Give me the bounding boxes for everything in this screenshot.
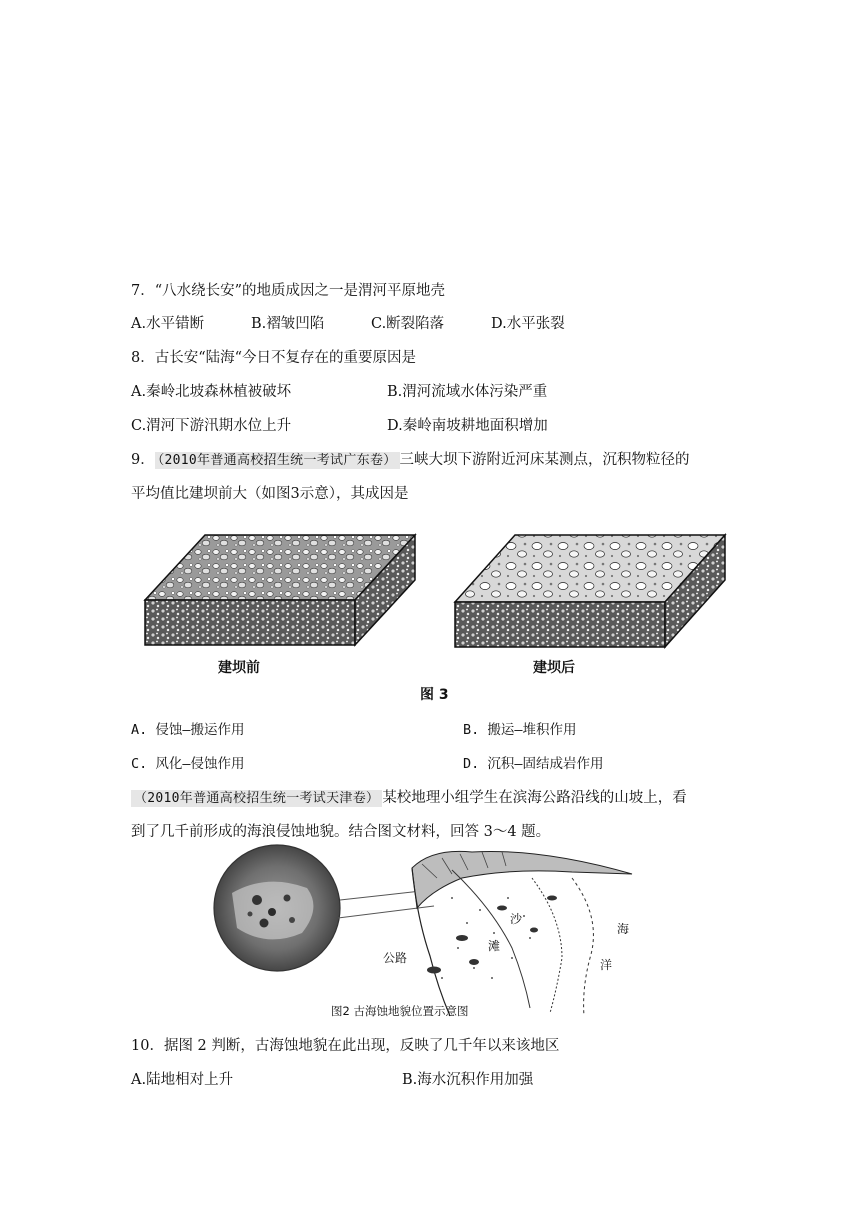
figure-2-label-sand: 沙 (510, 912, 523, 926)
figure-3-label-after: 建坝后 (533, 660, 575, 676)
figure-2-caption: 图2 古海蚀地貌位置示意图 (331, 1004, 469, 1018)
figure-3-caption: 图 3 (420, 687, 449, 703)
question-7-stem: 7．“八水绕长安”的地质成因之一是渭河平原地壳 (131, 283, 446, 299)
question-9-stem-part1: 三峡大坝下游附近河床某测点，沉积物粒径的 (399, 452, 690, 468)
figure-2-coastal-erosion-map (212, 838, 652, 1023)
intro-source: （2010年普通高校招生统一考试天津卷） (131, 790, 382, 807)
figure-2-label-road: 公路 (383, 951, 408, 965)
question-10-stem: 10．据图 2 判断，古海蚀地貌在此出现，反映了几千年以来该地区 (131, 1038, 560, 1054)
intro-text-part2: 到了几千前形成的海浪侵蚀地貌。结合图文材料，回答 3～4 题。 (131, 824, 551, 840)
question-9-number: 9． (131, 452, 155, 468)
block-after-dam (455, 535, 725, 647)
photo-inset (214, 845, 340, 971)
q7-option-d: D.水平张裂 (491, 316, 565, 332)
q7-option-b: B.褶皱凹陷 (251, 316, 325, 332)
question-8-stem: 8．古长安“陆海“今日不复存在的重要原因是 (131, 350, 417, 366)
q7-option-c: C.断裂陷落 (371, 316, 445, 332)
q9-option-d: D. 沉积—固结成岩作用 (463, 756, 604, 772)
q10-option-a: A.陆地相对上升 (131, 1072, 234, 1088)
block-before-dam (145, 535, 415, 645)
question-9-stem-part2: 平均值比建坝前大（如图3示意），其成因是 (131, 486, 409, 502)
q8-option-b: B.渭河流域水体污染严重 (387, 384, 548, 400)
question-9-source: （2010年普通高校招生统一考试广东卷） (155, 452, 400, 469)
q8-option-a: A.秦岭北坡森林植被破坏 (131, 384, 292, 400)
intro-line-1 (131, 788, 687, 809)
figure-2-label-sea: 海 (617, 922, 630, 936)
q9-option-a: A. 侵蚀—搬运作用 (131, 722, 245, 738)
question-9-line-1 (131, 450, 690, 471)
q8-option-d: D.秦岭南坡耕地面积增加 (387, 418, 548, 434)
figure-3-label-before: 建坝前 (218, 660, 260, 676)
q10-option-b: B.海水沉积作用加强 (402, 1072, 534, 1088)
intro-text-part1: 某校地理小组学生在滨海公路沿线的山坡上，看 (382, 790, 687, 806)
q9-option-b: B. 搬运—堆积作用 (463, 722, 577, 738)
q7-option-a: A.水平错断 (131, 316, 205, 332)
figure-2-label-ocean: 洋 (600, 958, 613, 972)
figure-2-label-beach: 滩 (488, 939, 501, 953)
q9-option-c: C. 风化—侵蚀作用 (131, 756, 245, 772)
q8-option-c: C.渭河下游汛期水位上升 (131, 418, 292, 434)
